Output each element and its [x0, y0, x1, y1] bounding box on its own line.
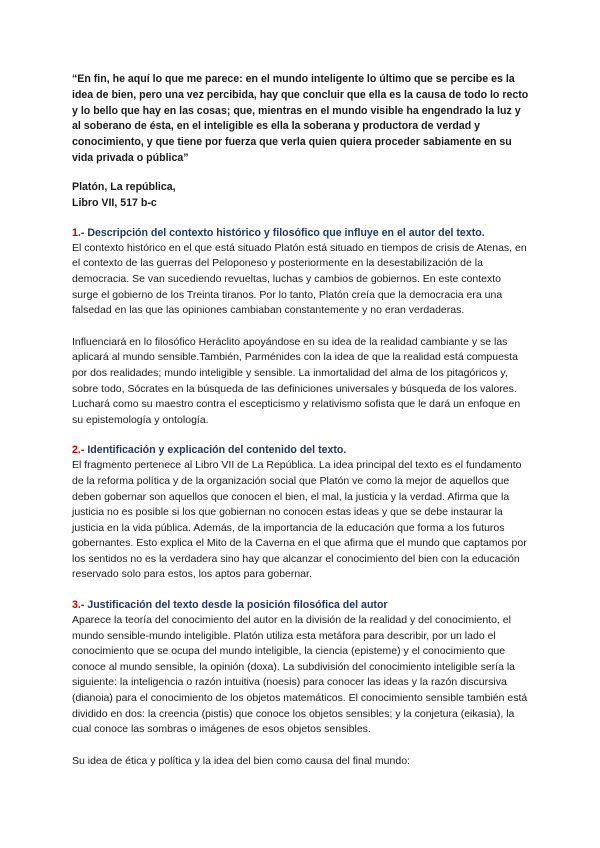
section-3: [72, 597, 530, 738]
section-title: Identificación y explicación del contenido del texto.: [84, 444, 347, 457]
section-heading: [72, 597, 530, 613]
section-number: 1.-: [72, 226, 85, 239]
citation-author: Platón, La república,: [72, 180, 176, 193]
section-number: 2.-: [72, 444, 85, 457]
citation-reference: Libro VII, 517 b-c: [72, 196, 157, 209]
citation: [72, 179, 530, 211]
section-heading: [72, 442, 530, 458]
section-heading: [72, 225, 530, 241]
section-title: Justificación del texto desde la posición filosófica del autor: [84, 599, 388, 612]
section-2: [72, 442, 530, 583]
paragraph: El contexto histórico en el que está situado Platón está situado en tiempos de crisis de Atenas, en el contexto de las guerras del Peloponeso y posteriormente en la desestabilización de la democracia. Se van sucediendo revueltas, luchas y cambios de gobiernos. En este contexto surge el gobierno de los Treinta tiranos. Por lo tanto, Platón creía que la democracia era una falsedad en las que las opiniones cambiaban constantemente y no eran verdaderas.: [72, 241, 527, 317]
paragraph: El fragmento pertenece al Libro VII de La República. La idea principal del texto es el fundamento de la reforma política y de la organización social que Platón ve como la mejor de aquellos que deben gobernar son aquellos que conocen el bien, el mal, la justicia y la verdad. Afirma que la justicia no es posible si los que gobiernan no conocen estas ideas y que se debe instaurar la justicia en la vida pública. Además, de la importancia de la educación que forma a los futuros gobernantes. Esto explica el Mito de la Caverna en el que afirma que el mundo que captamos por los sentidos no es la verdadera sino hay que alcanzar el conocimiento del bien con la educación reservado solo para estos, los aptos para gobernar.: [72, 459, 527, 581]
paragraph: Influenciará en lo filosófico Heráclito apoyándose en su idea de la realidad cambiante y se las aplicará al mundo sensible.También, Parménides con la idea de que la realidad está compuesta por dos realidades; mundo inteligible y sensible. La inmortalidad del alma de los pitagóricos y, sobre todo, Sócrates en la búsqueda de las definiciones universales y búsqueda de los valores. Luchará como su maestro contra el escepticismo y relativismo sofista que le dará un enfoque en su epistemología y ontología.: [72, 335, 521, 426]
closing-line: Su idea de ética y política y la idea del bien como causa del final mundo:: [72, 754, 410, 767]
paragraph: Aparece la teoría del conocimiento del autor en la división de la realidad y del conocimiento, el mundo sensible-mundo inteligible. Platón utiliza esta metáfora para describir, por un lado el conocimiento que se ocupa del mundo inteligible, la ciencia (episteme) y el conocimiento que conoce al mundo sensible, la opinión (doxa). La subdivisión del conocimiento inteligible sería la siguiente: la inteligencia o razón intuitiva (noesis) para conocer las ideas y la razón discursiva (dianoia) para el conocimiento de los objetos matemáticos. El conocimiento sensible también está dividido en dos: la creencia (pistis) que conoce los objetos sensibles; y la conjetura (eikasia), la cual conoce las sombras o imágenes de esos objetos sensibles.: [72, 614, 528, 736]
section-number: 3.-: [72, 599, 85, 612]
section-1: [72, 225, 530, 429]
section-title: Descripción del contexto histórico y filosófico que influye en el autor del texto.: [84, 226, 485, 239]
opening-quote: “En fin, he aquí lo que me parece: en el mundo inteligente lo último que se percibe es la idea de bien, pero una vez percibida, hay que concluir que ella es la causa de todo lo recto y lo bello que hay en las cosas; que, mientras en el mundo visible ha engendrado la luz y al soberano de ésta, en el inteligible es ella la soberana y productora de verdad y conocimiento, y que tiene por fuerza que verla quien quiera proceder sabiamente en su vida privada o pública”: [72, 73, 529, 164]
